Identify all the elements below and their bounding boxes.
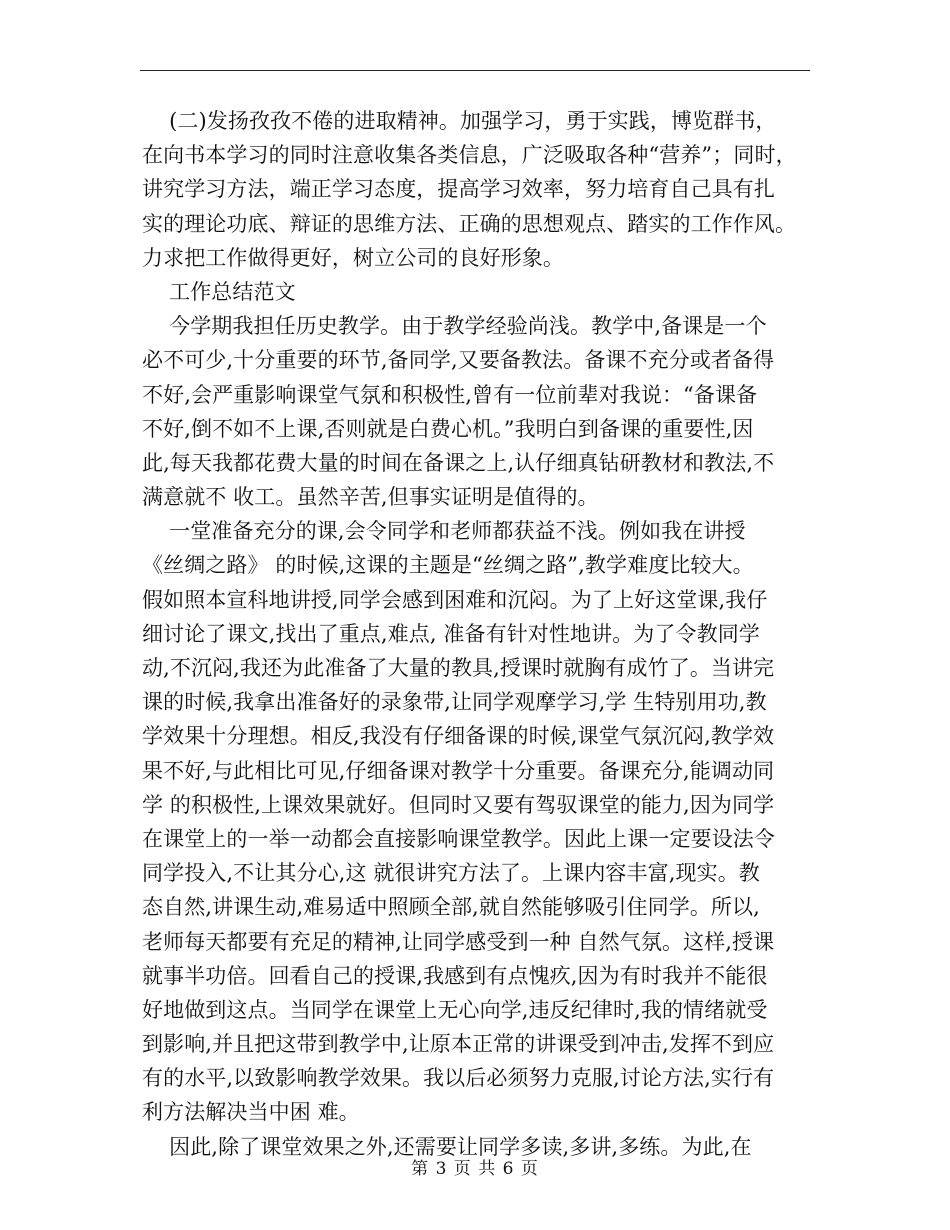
text-line: 实的理论功底、辩证的思维方法、正确的思想观点、踏实的工作作风。 <box>142 211 797 236</box>
text-line: 态自然,讲课生动,难易适中照顾全部,就自然能够吸引住同学。所以, <box>142 895 760 920</box>
text-line: 学 的积极性,上课效果就好。但同时又要有驾驭课堂的能力,因为同学 <box>142 792 775 817</box>
text-line: 力求把工作做得更好，树立公司的良好形象。 <box>142 245 564 270</box>
text-line: 《丝绸之路》 的时候,这课的主题是“丝绸之路”,教学难度比较大。 <box>142 553 754 578</box>
text-line: 今学期我担任历史教学。由于教学经验尚浅。教学中,备课是一个 <box>142 314 767 339</box>
section-heading: 工作总结范文 <box>142 279 296 304</box>
text-line: 学效果十分理想。相反,我没有仔细备课的时候,课堂气氛沉闷,教学效 <box>142 724 775 749</box>
text-line: 因此,除了课堂效果之外,还需要让同学多读,多讲,多练。为此,在 <box>142 1134 752 1159</box>
text-line: 就事半功倍。回看自己的授课,我感到有点愧疚,因为有时我并不能很 <box>142 963 768 988</box>
text-line: 在课堂上的一举一动都会直接影响课堂教学。因此上课一定要设法令 <box>142 826 775 851</box>
text-line: 老师每天都要有充足的精神,让同学感受到一种 自然气氛。这样,授课 <box>142 929 775 954</box>
header-rule <box>140 70 810 71</box>
text-line: 到影响,并且把这带到教学中,让原本正常的讲课受到冲击,发挥不到应 <box>142 1032 775 1057</box>
page-number-footer: 第 3 页 共 6 页 <box>411 1159 539 1179</box>
text-line: 讲究学习方法，端正学习态度，提高学习效率，努力培育自己具有扎 <box>142 177 775 202</box>
text-line: 不好,倒不如不上课,否则就是白费心机。”我明白到备课的重要性,因 <box>142 416 754 441</box>
text-line: 同学投入,不让其分心,这 就很讲究方法了。上课内容丰富,现实。教 <box>142 861 760 886</box>
text-line: 必不可少,十分重要的环节,备同学,又要备教法。备课不充分或者备得 <box>142 348 775 373</box>
text-line: (二)发扬孜孜不倦的进取精神。加强学习，勇于实践，博览群书， <box>142 109 777 133</box>
text-line: 果不好,与此相比可见,仔细备课对教学十分重要。备课充分,能调动同 <box>142 758 775 783</box>
text-line: 利方法解决当中困 难。 <box>142 1100 360 1125</box>
text-line: 课的时候,我拿出准备好的录象带,让同学观摩学习,学 生特别用功,教 <box>142 690 767 715</box>
text-line: 一堂准备充分的课,会令同学和老师都获益不浅。例如我在讲授 <box>142 519 746 544</box>
text-line: 不好,会严重影响课堂气氛和积极性,曾有一位前辈对我说：“备课备 <box>142 382 758 407</box>
text-line: 此,每天我都花费大量的时间在备课之上,认仔细真钻研教材和教法,不 <box>142 450 775 475</box>
text-line: 好地做到这点。当同学在课堂上无心向学,违反纪律时,我的情绪就受 <box>142 997 768 1022</box>
text-line: 在向书本学习的同时注意收集各类信息，广泛吸取各种“营养”；同时， <box>142 143 797 168</box>
text-line: 假如照本宣科地讲授,同学会感到困难和沉闷。为了上好这堂课,我仔 <box>142 587 768 612</box>
text-line: 细讨论了课文,找出了重点,难点, 准备有针对性地讲。为了令教同学 <box>142 621 760 646</box>
text-line: 有的水平,以致影响教学效果。我以后必须努力克服,讨论方法,实行有 <box>142 1066 775 1091</box>
text-line: 满意就不 收工。虽然辛苦,但事实证明是值得的。 <box>142 485 599 510</box>
text-line: 动,不沉闷,我还为此准备了大量的教具,授课时就胸有成竹了。当讲完 <box>142 656 775 680</box>
body-text <box>142 104 842 1164</box>
